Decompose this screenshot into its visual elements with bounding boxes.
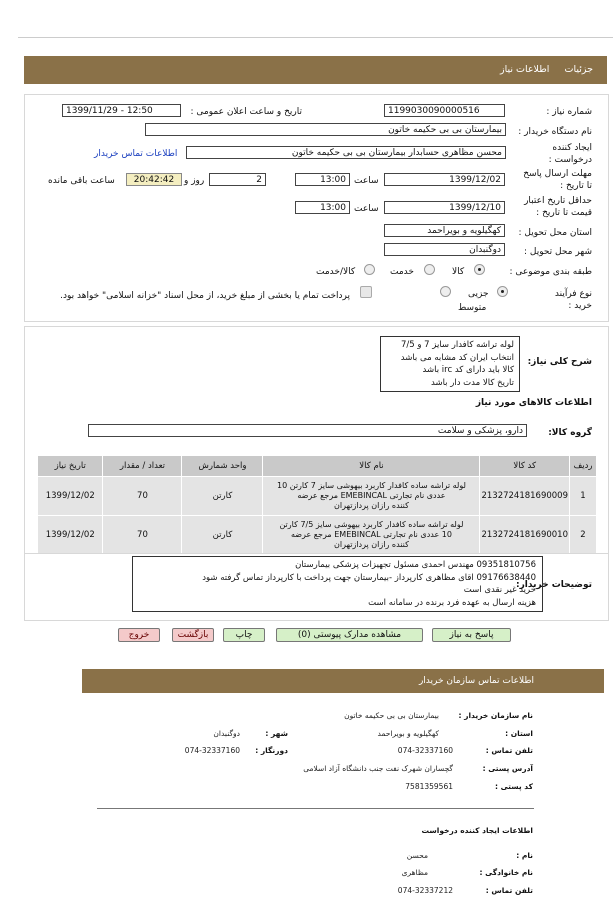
goods-group-field[interactable]: دارو، پزشکی و سلامت [88,424,527,437]
city-field[interactable]: دوگنبدان [384,243,505,256]
deadline-label: مهلت ارسال پاسخ تا تاریخ : [523,169,592,191]
back-button[interactable]: بازگشت [172,628,214,642]
top-divider [18,37,613,38]
announce-label: تاریخ و ساعت اعلان عمومی : [190,107,302,117]
city-value-2: دوگنبدان [213,729,240,738]
category-service-radio[interactable] [424,264,435,275]
category-both-radio[interactable] [364,264,375,275]
validity-date-field[interactable]: 1399/12/10 [384,201,505,214]
province-label-2: استان : [505,729,533,738]
header-bar [24,56,607,84]
city-label-2: شهر : [265,729,288,738]
creator-label: ایجاد کننده درخواست : [548,143,592,165]
col-name: نام کالا [263,456,480,477]
creator-phone-label: تلفن تماس : [485,886,533,895]
notes-line: 09176638440 اقای مظاهری کارپرداز -بیمارستان جهت پرداخت با کارپرداز تماس گرفته شود [202,572,536,583]
print-button[interactable]: چاپ [223,628,265,642]
attachments-button[interactable]: مشاهده مدارک پیوستی (0) [276,628,423,642]
cell-row: 1 [570,477,597,516]
need-number-label: شماره نیاز : [546,107,592,117]
cell-unit: کارتن [182,477,263,516]
process-medium-label: متوسط [458,303,487,313]
validity-time-label: ساعت [354,204,379,214]
fax-label: دورنگار : [255,746,288,755]
validity-time-field[interactable]: 13:00 [295,201,350,214]
breadcrumb [500,64,593,75]
cell-code: 2132724181690009 [480,477,570,516]
cell-qty: 70 [103,516,182,555]
deadline-date-field[interactable]: 1399/12/02 [384,173,505,186]
buyer-org-field[interactable]: بیمارستان بی بی حکیمه خاتون [145,123,506,136]
category-goods-label: کالا [452,267,465,277]
contact-info-link[interactable]: اطلاعات تماس خریدار [94,149,178,159]
cell-row: 2 [570,516,597,555]
table-row[interactable] [38,477,597,516]
notes-line: 09351810756 مهندس احمدی مسئول تجهیزات پزشکی بیمارستان [295,560,536,570]
postal-value: 7581359561 [405,782,453,791]
summary-label: شرح کلی نیاز: [527,357,592,367]
remaining-time-field: 20:42:42 [126,173,182,186]
cell-unit: کارتن [182,516,263,555]
name-line: لوله تراشه ساده کافدار کاربرد بیهوشی سایز 7 کارتن 10 [277,481,466,490]
process-minor-label: جزیی [468,289,489,299]
need-number-field[interactable]: 1199030090000516 [384,104,505,117]
summary-line: انتخاب ایران کد مشابه می باشد [400,352,514,363]
name-line: کننده رازان پردازتهران [334,540,409,549]
treasury-payment-note: پرداخت تمام یا بخشی از مبلغ خرید، از محل اسناد "خزانه اسلامی" خواهد بود. [60,291,350,301]
fax-value: 074-32337160 [184,746,240,755]
days-remaining-field[interactable]: 2 [209,173,266,186]
summary-line: کالا باید دارای کد irc باشد [422,365,514,375]
deadline-time-label: ساعت [354,176,379,186]
postal-label: کد پستی : [494,782,533,791]
cell-qty: 70 [103,477,182,516]
deadline-time-field[interactable]: 13:00 [295,173,350,186]
name-line: عددی نام تجارتی EMEBINCAL مرجع عرضه [297,491,446,500]
col-code: کد کالا [480,456,570,477]
address-value: گچساران شهرک نفت جنب دانشگاه آزاد اسلامی [303,764,453,773]
city-label: شهر محل تحویل : [523,247,592,257]
treasury-payment-checkbox[interactable] [360,286,372,298]
name-line: 10 عددی نام تجارتی EMEBINCAL مرجع عرضه [290,530,452,539]
creator-family-label: نام خانوادگی : [479,868,533,877]
province-field[interactable]: کهگیلویه و بویراحمد [384,224,505,237]
name-line: کننده رازان پردازتهران [334,501,409,510]
name-line: لوله تراشه ساده کافدار کاربرد بیهوشی سایز 7/5 کارتن [279,520,464,529]
col-unit: واحد شمارش [182,456,263,477]
breadcrumb-need-info[interactable]: اطلاعات نیاز [500,64,550,75]
cell-date: 1399/12/02 [38,516,103,555]
province-value-2: کهگیلویه و بویراحمد [377,729,439,738]
cell-date: 1399/12/02 [38,477,103,516]
org-value: بیمارستان بی بی حکیمه خاتون [344,711,439,720]
contact-header-bar [82,669,604,693]
exit-button[interactable]: خروج [118,628,160,642]
creator-family-value: مظاهری [401,868,428,877]
address-label: آدرس پستی : [482,764,533,773]
creator-name-label: نام : [516,851,533,860]
process-label: نوع فرآیند خرید : [554,289,592,311]
notes-line: خرید غیر نقدی است [463,585,536,595]
goods-table [37,455,597,555]
table-header-row [38,456,597,477]
creator-phone-value: 074-32337212 [397,886,453,895]
goods-group-label: گروه کالا: [548,428,592,438]
phone-value: 074-32337160 [397,746,453,755]
creator-section-title: اطلاعات ایجاد کننده درخواست [421,826,533,835]
contact-title: اطلاعات تماس سازمان خریدار [418,676,534,686]
cell-code: 2132724181690010 [480,516,570,555]
buyer-org-label: نام دستگاه خریدار : [518,127,592,137]
creator-field[interactable]: محسن مظاهری حسابدار بیمارستان بی بی حکیمه خاتون [186,146,506,159]
category-goods-radio[interactable] [474,264,485,275]
col-row: ردیف [570,456,597,477]
cell-name [263,516,480,555]
col-qty: تعداد / مقدار [103,456,182,477]
category-both-label: کالا/خدمت [316,267,356,277]
process-minor-radio[interactable] [497,286,508,297]
province-label: استان محل تحویل : [518,228,592,238]
contact-divider [97,808,534,809]
notes-box [132,556,543,612]
reply-button[interactable]: پاسخ به نیاز [432,628,511,642]
validity-label: حداقل تاریخ اعتبار قیمت تا تاریخ : [524,196,592,218]
summary-box [380,336,520,392]
cell-name [263,477,480,516]
summary-line: تاریخ کالا مدت دار باشد [430,377,514,388]
notes-label: توضیحات خریدار: [516,580,592,590]
remaining-label: ساعت باقی مانده [48,176,115,186]
org-label: نام سازمان خریدار : [458,711,533,720]
category-label: طبقه بندی موضوعی : [509,267,592,277]
category-service-label: خدمت [390,267,414,277]
process-medium-radio[interactable] [440,286,451,297]
breadcrumb-details[interactable]: جزئیات [564,64,593,75]
goods-section-title: اطلاعات کالاهای مورد نیاز [475,398,592,408]
creator-name-value: محسن [406,851,428,860]
notes-line: هزینه ارسال به عهده فرد برنده در سامانه است [368,597,536,608]
phone-label: تلفن تماس : [485,746,533,755]
col-date: تاریخ نیاز [38,456,103,477]
announce-field[interactable]: 1399/11/29 - 12:50 [62,104,181,117]
days-label: روز و [184,176,205,186]
table-row[interactable] [38,516,597,555]
summary-line: لوله تراشه کافدار سایز 7 و 7/5 [400,340,514,350]
